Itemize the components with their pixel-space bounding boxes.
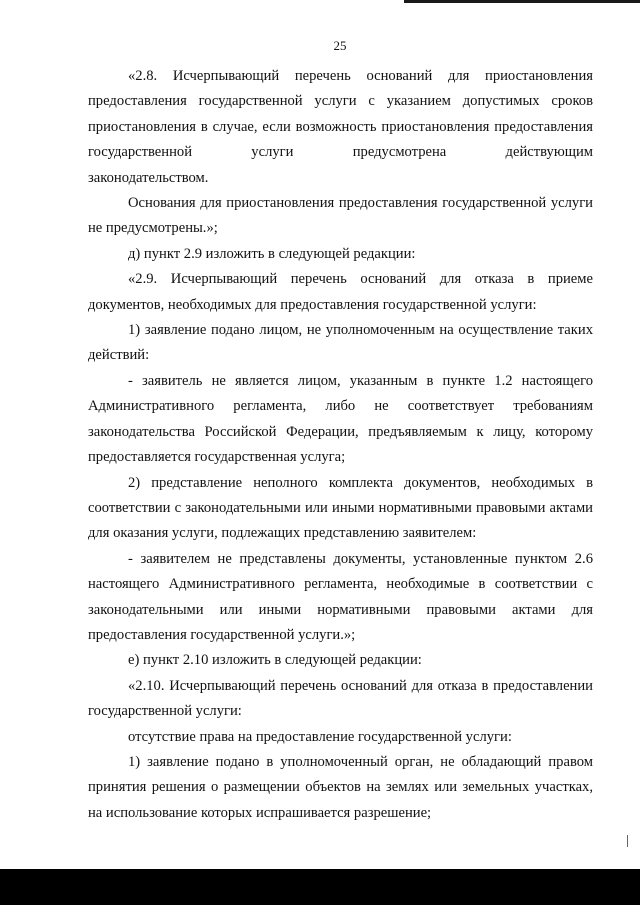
- paragraph-2-8-header: «2.8. Исчерпывающий перечень оснований для приостановления предоставления государственной услуги с указанием допустимых сроков приостановления в случае, если возможность приостановления предоставления государственной услуги предусмотрена действующим: [88, 68, 593, 161]
- paragraph-2-9-point-1: 1) заявление подано лицом, не уполномоченным на осуществление таких действий:: [88, 322, 593, 364]
- paragraph-2-9-point-2-dash: - заявителем не представлены документы, установленные пунктом 2.6 настоящего Административного регламента, необходимые в соответствии с законодательными или иными нормативными правовыми актами для предоставления государственной услуги.»;: [88, 550, 593, 643]
- scan-bottom-border: [0, 869, 640, 905]
- page-number: 25: [333, 38, 347, 53]
- document-body: [88, 64, 593, 826]
- scan-margin-speck: [627, 835, 628, 847]
- paragraph-no-suspension-grounds: Основания для приостановления предоставления государственной услуги не предусмотрены.»;: [88, 195, 593, 237]
- paragraph-2-9-point-2: 2) представление неполного комплекта документов, необходимых в соответствии с законодательными или иными нормативными правовыми актами для оказания услуги, подлежащих представлению заявителем:: [88, 474, 593, 542]
- paragraph-2-10-point-1: 1) заявление подано в уполномоченный орган, не обладающий правом принятия решения о размещении объектов на землях или земельных участках, на использование которых испрашивается разрешение;: [88, 753, 593, 821]
- paragraph-2-9-header: «2.9. Исчерпывающий перечень оснований для отказа в приеме документов, необходимых для предоставления государственной услуги:: [88, 271, 593, 313]
- paragraph-2-9-point-1-dash: - заявитель не является лицом, указанным в пункте 1.2 настоящего Административного регламента, либо не соответствует требованиям законодательства Российской Федерации, предъявляемым к лицу, которому предоставляется государственная услуга;: [88, 372, 593, 466]
- paragraph-2-10-no-right: отсутствие права на предоставление государственной услуги:: [128, 728, 512, 745]
- paragraph-2-10-header: «2.10. Исчерпывающий перечень оснований для отказа в предоставлении государственной услуги:: [88, 677, 593, 720]
- scan-top-edge-mark: [404, 0, 640, 3]
- paragraph-item-d: д) пункт 2.9 изложить в следующей редакции:: [128, 245, 416, 262]
- paragraph-item-e: е) пункт 2.10 изложить в следующей редакции:: [128, 652, 422, 669]
- paragraph-2-8-continuation: законодательством.: [88, 169, 209, 186]
